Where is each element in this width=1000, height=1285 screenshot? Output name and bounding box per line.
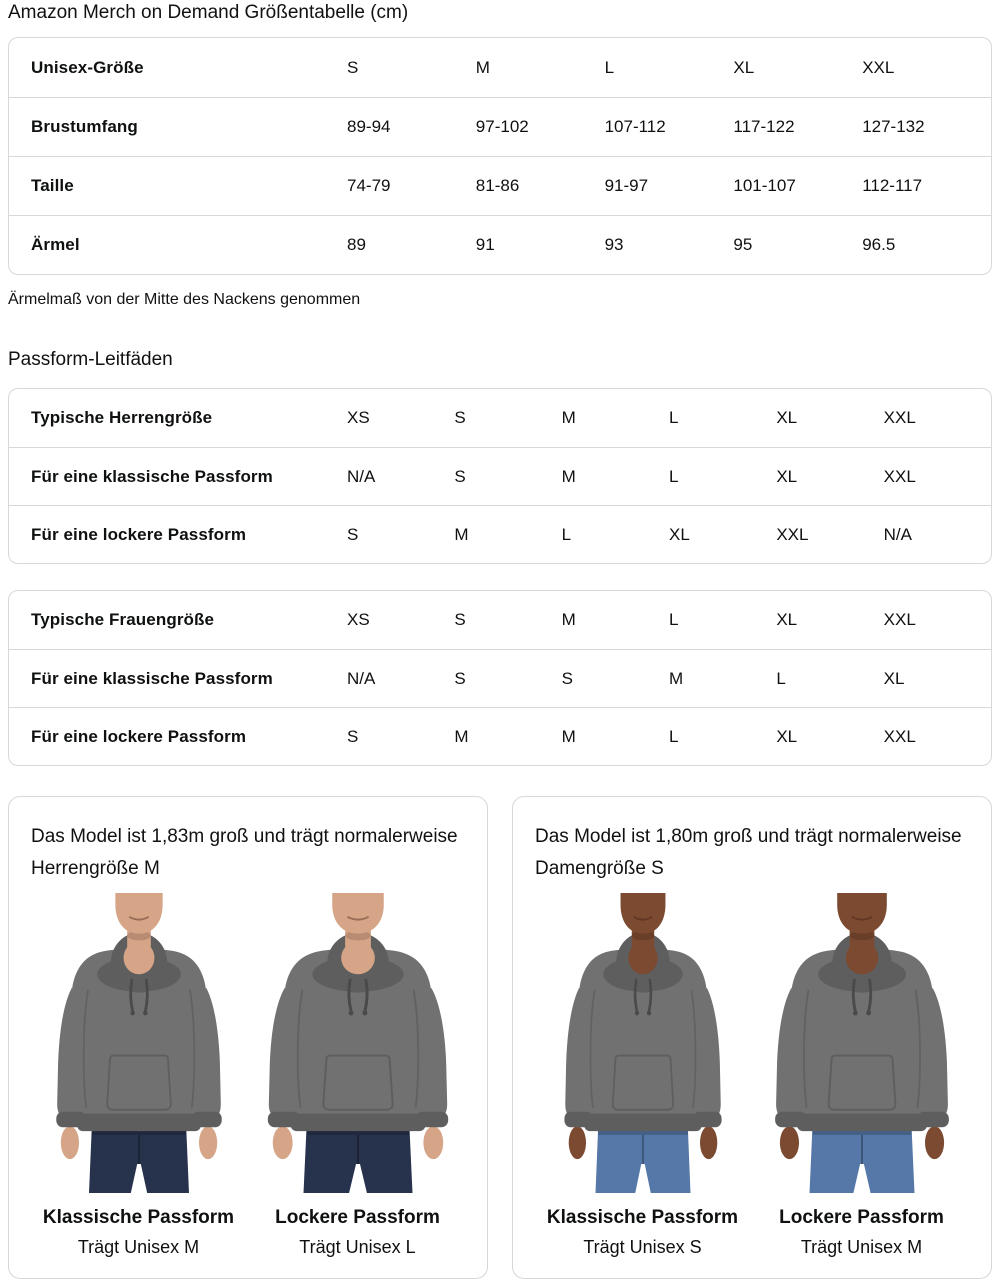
cell: M (561, 466, 576, 486)
male-model-description: Das Model ist 1,83m groß und trägt normalerweise Herrengröße M (31, 826, 458, 879)
row-label: Für eine lockere Passform (31, 726, 247, 746)
cell: XL (776, 610, 798, 629)
cell: 127-132 (862, 117, 925, 136)
table-row-waist (9, 156, 991, 215)
cell: M (454, 726, 469, 746)
table-row-typical-womens-size (9, 591, 991, 649)
size-label: Trägt Unisex M (77, 1237, 200, 1257)
size-col-xxl: XXL (862, 57, 895, 77)
row-label: Typische Frauengröße (31, 610, 215, 629)
cell: M (561, 408, 576, 427)
cell: 91 (475, 235, 495, 254)
cell: XL (883, 668, 905, 688)
size-table-header-row (9, 38, 991, 97)
fit-label: Klassische Passform (42, 1207, 235, 1228)
cell: L (668, 408, 679, 427)
row-label: Typische Herrengröße (31, 408, 213, 427)
row-label: Für eine klassische Passform (31, 466, 273, 486)
cell: 112-117 (862, 176, 923, 195)
female-model-captions (533, 1207, 971, 1258)
cell: XXL (776, 524, 809, 544)
cell: S (454, 466, 466, 486)
size-table-header-label: Unisex-Größe (31, 57, 144, 77)
cell: 74-79 (347, 176, 391, 195)
cell: 101-107 (733, 176, 796, 195)
cell: XL (776, 726, 798, 746)
cell: XS (347, 610, 370, 629)
table-row-classic-fit (9, 447, 991, 505)
row-label: Ärmel (31, 235, 80, 254)
size-label: Trägt Unisex S (583, 1237, 702, 1257)
female-model-photos (533, 891, 971, 1193)
cell: M (668, 668, 684, 688)
male-model-captions (29, 1207, 467, 1258)
male-model-photos (29, 891, 467, 1193)
sleeve-measurement-note: Ärmelmaß von der Mitte des Nackens genommen (8, 291, 361, 308)
row-label: Für eine lockere Passform (31, 524, 247, 544)
cell: 95 (733, 235, 753, 254)
cell: M (454, 524, 469, 544)
cell: S (561, 668, 573, 688)
page-title: Amazon Merch on Demand Größentabelle (cm) (8, 2, 409, 23)
cell: XXL (883, 466, 916, 486)
cell: M (561, 726, 576, 746)
caption-classic-fit (533, 1207, 752, 1258)
unisex-size-table (8, 37, 992, 275)
female-model-description: Das Model ist 1,80m groß und trägt normalerweise Damengröße S (535, 826, 962, 879)
cell: L (668, 610, 679, 629)
caption-classic-fit (29, 1207, 248, 1258)
cell: S (454, 408, 466, 427)
fit-guides-heading: Passform-Leitfäden (8, 349, 173, 370)
cell: S (454, 668, 466, 688)
cell: S (454, 610, 466, 629)
row-label: Taille (31, 176, 74, 195)
row-label: Für eine klassische Passform (31, 668, 273, 688)
cell: 93 (604, 235, 624, 254)
female-classic-fit-photo (548, 893, 738, 1193)
cell: N/A (883, 524, 912, 544)
table-row-sleeve (9, 215, 991, 274)
cell: 89 (347, 235, 366, 254)
fit-label: Lockere Passform (275, 1207, 440, 1228)
table-row-classic-fit (9, 649, 991, 707)
mens-fit-table (8, 388, 992, 564)
cell: S (347, 726, 359, 746)
cell: 117-122 (733, 117, 795, 136)
cell: N/A (347, 466, 376, 486)
caption-loose-fit (752, 1207, 971, 1258)
cell: L (668, 466, 679, 486)
table-row-typical-mens-size (9, 389, 991, 447)
cell: L (776, 668, 786, 688)
male-model-card (8, 796, 488, 1279)
table-row-loose-fit (9, 505, 991, 563)
cell: XS (347, 408, 370, 427)
size-label: Trägt Unisex M (800, 1237, 923, 1257)
male-loose-fit-photo (249, 893, 467, 1193)
cell: 97-102 (475, 117, 529, 136)
cell: M (561, 610, 576, 629)
female-loose-fit-photo (757, 893, 967, 1193)
fit-label: Lockere Passform (779, 1207, 944, 1228)
cell: XXL (883, 610, 916, 629)
womens-fit-table (8, 590, 992, 766)
cell: XXL (883, 408, 916, 427)
cell: 107-112 (604, 117, 666, 136)
cell: L (561, 524, 572, 544)
cell: 89-94 (347, 117, 391, 136)
size-col-l: L (604, 57, 615, 77)
caption-loose-fit (248, 1207, 467, 1258)
cell: N/A (347, 668, 376, 688)
cell: S (347, 524, 359, 544)
female-model-card (512, 796, 992, 1279)
cell: XL (668, 524, 690, 544)
male-classic-fit-photo (39, 893, 239, 1193)
model-cards (8, 796, 992, 1279)
cell: 81-86 (475, 176, 520, 195)
cell: L (668, 726, 679, 746)
cell: XL (776, 408, 798, 427)
size-col-s: S (347, 57, 359, 77)
cell: XXL (883, 726, 916, 746)
cell: XL (776, 466, 798, 486)
cell: 96.5 (862, 235, 896, 254)
table-row-loose-fit (9, 707, 991, 765)
fit-label: Klassische Passform (546, 1207, 739, 1228)
size-col-xl: XL (733, 57, 755, 77)
cell: 91-97 (604, 176, 649, 195)
size-col-m: M (475, 57, 490, 77)
row-label: Brustumfang (31, 117, 138, 136)
size-label: Trägt Unisex L (299, 1237, 416, 1257)
table-row-chest (9, 97, 991, 156)
